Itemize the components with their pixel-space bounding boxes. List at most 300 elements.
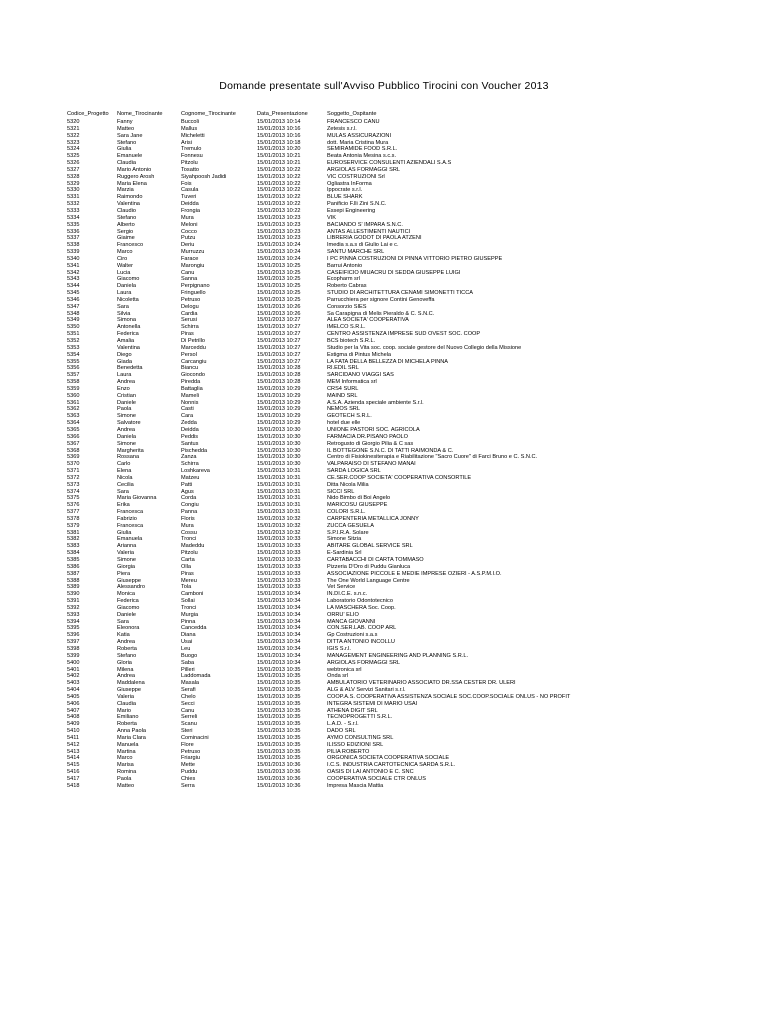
cell-nome: Stefano [117, 652, 137, 659]
cell-codice-progetto: 5355 [67, 358, 80, 365]
table-row [67, 304, 757, 311]
cell-nome: Marisa [117, 762, 134, 769]
cell-nome: Piera [117, 570, 131, 577]
cell-codice-progetto: 5405 [67, 693, 80, 700]
cell-data: 15/01/2013 10:36 [257, 762, 301, 769]
cell-codice-progetto: 5331 [67, 194, 80, 201]
cell-codice-progetto: 5398 [67, 645, 80, 652]
cell-nome: Nicoletta [117, 296, 139, 303]
cell-soggetto: ALG & ALV Servizi Sanitari s.r.l. [327, 687, 406, 694]
cell-data: 15/01/2013 10:34 [257, 604, 301, 611]
cell-nome: Martina [117, 748, 136, 755]
table-row [67, 270, 757, 277]
cell-cognome: Tosatto [181, 166, 200, 173]
cell-data: 15/01/2013 10:35 [257, 714, 301, 721]
cell-cognome: Pitzolu [181, 550, 198, 557]
cell-codice-progetto: 5379 [67, 522, 80, 529]
cell-nome: Francesca [117, 509, 144, 516]
cell-soggetto: Centro di Fisiokinesiterapia e Riabilitazione "Sacro Cuore" di Farci Bruno e C. S.N.C. [327, 454, 538, 461]
cell-codice-progetto: 5395 [67, 625, 80, 632]
cell-data: 15/01/2013 10:35 [257, 700, 301, 707]
cell-codice-progetto: 5382 [67, 536, 80, 543]
cell-soggetto: COLORI S.R.L. [327, 509, 366, 516]
cell-data: 15/01/2013 10:30 [257, 440, 301, 447]
cell-cognome: Serusi [181, 317, 197, 324]
cell-nome: Daniela [117, 433, 136, 440]
cell-data: 15/01/2013 10:36 [257, 776, 301, 782]
cell-codice-progetto: 5418 [67, 782, 80, 789]
table-row [67, 413, 757, 420]
table-row [67, 146, 757, 153]
cell-data: 15/01/2013 10:35 [257, 741, 301, 748]
cell-nome: Diego [117, 351, 132, 358]
table-row [67, 263, 757, 270]
cell-cognome: Masala [181, 680, 200, 687]
table-row [67, 550, 757, 557]
cell-data: 15/01/2013 10:18 [257, 139, 301, 146]
table-row [67, 386, 757, 393]
cell-soggetto: COOPERATIVA SOCIALE CTR ONLUS [327, 776, 426, 782]
cell-soggetto: ARGIOLAS FORMAGGI SRL [327, 659, 401, 666]
cell-cognome: Laddomada [181, 673, 211, 680]
cell-soggetto: MEM Informatica srl [327, 379, 377, 386]
cell-cognome: Floris [181, 515, 195, 522]
cell-codice-progetto: 5349 [67, 317, 80, 324]
table-row [67, 215, 757, 222]
cell-codice-progetto: 5328 [67, 173, 80, 180]
cell-codice-progetto: 5341 [67, 262, 80, 269]
cell-nome: Paola [117, 406, 132, 413]
cell-data: 15/01/2013 10:30 [257, 454, 301, 461]
cell-nome: Maria Elena [117, 180, 147, 187]
cell-codice-progetto: 5352 [67, 338, 80, 344]
cell-codice-progetto: 5350 [67, 324, 80, 331]
cell-cognome: Loshkareva [181, 468, 210, 475]
cell-codice-progetto: 5336 [67, 228, 80, 235]
table-row [67, 495, 757, 502]
cell-nome: Simone [117, 413, 136, 420]
cell-codice-progetto: 5410 [67, 728, 80, 735]
cell-soggetto: Essepi Engineering [327, 207, 376, 214]
cell-nome: Matteo [117, 125, 135, 132]
cell-soggetto: MAIND SRL [327, 392, 358, 399]
cell-codice-progetto: 5323 [67, 139, 80, 146]
cell-data: 15/01/2013 10:34 [257, 639, 301, 646]
cell-codice-progetto: 5365 [67, 426, 80, 433]
cell-cognome: Mette [181, 762, 195, 769]
cell-cognome: Murgia [181, 611, 199, 618]
cell-nome: Giulia [117, 146, 132, 153]
cell-cognome: Pilleri [181, 666, 195, 673]
cell-nome: Monica [117, 591, 136, 598]
cell-nome: Valeria [117, 550, 134, 557]
cell-data: 15/01/2013 10:33 [257, 543, 301, 550]
cell-nome: Fanny [117, 119, 133, 125]
cell-soggetto: E-Sardinia Srl [327, 550, 362, 557]
cell-cognome: Mura [181, 522, 194, 529]
table-row [67, 194, 757, 201]
cell-cognome: Siyahpoosh Jadidi [181, 173, 227, 180]
cell-soggetto: hotel due elle [327, 420, 361, 427]
table-row [67, 578, 757, 585]
table-row [67, 742, 757, 749]
cell-cognome: Nonnis [181, 399, 199, 406]
table-row [67, 489, 757, 496]
cell-codice-progetto: 5401 [67, 666, 80, 673]
cell-data: 15/01/2013 10:30 [257, 433, 301, 440]
cell-cognome: Matzeu [181, 474, 200, 481]
table-row [67, 735, 757, 742]
table-row [67, 523, 757, 530]
cell-cognome: Mameli [181, 392, 200, 399]
cell-nome: Daniele [117, 611, 136, 618]
table-row [67, 372, 757, 379]
cell-data: 15/01/2013 10:23 [257, 235, 301, 242]
cell-data: 15/01/2013 10:27 [257, 344, 301, 351]
cell-data: 15/01/2013 10:27 [257, 324, 301, 331]
cell-data: 15/01/2013 10:16 [257, 132, 301, 139]
cell-nome: Francesco [117, 242, 144, 249]
cell-soggetto: IL BOTTEGONE S.N.C. DI TATTI RAIMONDA & C. [327, 447, 454, 454]
cell-cognome: Fringuello [181, 290, 206, 297]
cell-data: 15/01/2013 10:25 [257, 283, 301, 290]
cell-codice-progetto: 5320 [67, 119, 80, 125]
cell-soggetto: Sa Carapigna di Melis Pieraldo & C. S.N.C. [327, 310, 435, 317]
cell-cognome: Persol [181, 351, 197, 358]
cell-data: 15/01/2013 10:35 [257, 734, 301, 741]
table-row [67, 619, 757, 626]
cell-nome: Giuseppe [117, 687, 141, 694]
cell-codice-progetto: 5385 [67, 557, 80, 563]
cell-cognome: Buogo [181, 652, 198, 659]
cell-cognome: Canu [181, 707, 195, 714]
cell-cognome: Carta [181, 557, 195, 563]
cell-nome: Salvatore [117, 420, 141, 427]
cell-codice-progetto: 5383 [67, 543, 80, 550]
cell-data: 15/01/2013 10:29 [257, 420, 301, 427]
cell-nome: Milena [117, 666, 134, 673]
cell-codice-progetto: 5403 [67, 680, 80, 687]
cell-soggetto: OASIS DI LAI ANTONIO E C. SNC [327, 769, 414, 776]
cell-codice-progetto: 5324 [67, 146, 80, 153]
cell-codice-progetto: 5406 [67, 700, 80, 707]
cell-data: 15/01/2013 10:14 [257, 119, 301, 125]
cell-nome: Sergio [117, 228, 134, 235]
table-row [67, 557, 757, 564]
column-header-soggetto: Soggetto_Ospitante [327, 111, 377, 117]
cell-codice-progetto: 5327 [67, 166, 80, 173]
table-row [67, 769, 757, 776]
cell-soggetto: ZUCCA GESUELA [327, 522, 374, 529]
cell-cognome: Steri [181, 728, 193, 735]
cell-soggetto: VIK [327, 214, 337, 221]
cell-codice-progetto: 5326 [67, 160, 80, 167]
cell-codice-progetto: 5345 [67, 290, 80, 297]
cell-codice-progetto: 5354 [67, 351, 80, 358]
cell-cognome: Cocco [181, 228, 197, 235]
cell-codice-progetto: 5322 [67, 132, 80, 139]
cell-cognome: Buccoli [181, 119, 200, 125]
cell-codice-progetto: 5338 [67, 242, 80, 249]
cell-nome: Emanuele [117, 153, 143, 160]
cell-data: 15/01/2013 10:34 [257, 618, 301, 625]
cell-codice-progetto: 5412 [67, 741, 80, 748]
cell-codice-progetto: 5414 [67, 755, 80, 762]
cell-codice-progetto: 5335 [67, 221, 80, 228]
cell-cognome: Leu [181, 645, 191, 652]
cell-nome: Roberta [117, 721, 137, 728]
cell-cognome: Panna [181, 509, 198, 516]
table-row [67, 297, 757, 304]
cell-data: 15/01/2013 10:31 [257, 509, 301, 516]
table-row [67, 468, 757, 475]
table-row [67, 365, 757, 372]
cell-data: 15/01/2013 10:28 [257, 365, 301, 372]
cell-data: 15/01/2013 10:25 [257, 296, 301, 303]
table-row [67, 612, 757, 619]
cell-data: 15/01/2013 10:33 [257, 577, 301, 584]
cell-data: 15/01/2013 10:26 [257, 303, 301, 310]
cell-nome: Paola [117, 776, 132, 782]
cell-data: 15/01/2013 10:32 [257, 515, 301, 522]
cell-cognome: Perpignano [181, 283, 210, 290]
cell-codice-progetto: 5369 [67, 454, 80, 461]
cell-cognome: Piredda [181, 379, 201, 386]
cell-codice-progetto: 5368 [67, 447, 80, 454]
cell-soggetto: ANTAS ALLESTIMENTI NAUTICI [327, 228, 411, 235]
cell-codice-progetto: 5381 [67, 529, 80, 536]
cell-cognome: Fois [181, 180, 192, 187]
cell-cognome: Congiu [181, 502, 199, 509]
cell-nome: Eleonora [117, 625, 140, 632]
cell-nome: Gloria [117, 659, 132, 666]
cell-codice-progetto: 5346 [67, 296, 80, 303]
table-row [67, 591, 757, 598]
cell-data: 15/01/2013 10:33 [257, 570, 301, 577]
cell-nome: Emiliano [117, 714, 139, 721]
cell-nome: Andrea [117, 379, 136, 386]
cell-codice-progetto: 5332 [67, 201, 80, 208]
cell-cognome: Di Petrillo [181, 338, 205, 344]
cell-nome: Elena [117, 468, 132, 475]
table-row [67, 571, 757, 578]
cell-soggetto: CE.SER.COOP SOCIETA' COOPERATIVA CONSORTILE [327, 474, 472, 481]
cell-nome: Mario Antonio [117, 166, 152, 173]
cell-nome: Carlo [117, 461, 131, 468]
column-header-data: Data_Presentazione [257, 111, 308, 117]
cell-cognome: Mallus [181, 125, 198, 132]
cell-cognome: Giocondo [181, 372, 205, 379]
cell-codice-progetto: 5402 [67, 673, 80, 680]
cell-data: 15/01/2013 10:35 [257, 687, 301, 694]
cell-nome: Valentina [117, 344, 140, 351]
cell-soggetto: ARGIOLAS FORMAGGI SRL [327, 166, 401, 173]
cell-soggetto: ALEA SOCIETA' COOPERATIVA [327, 317, 409, 324]
cell-codice-progetto: 5415 [67, 762, 80, 769]
cell-data: 15/01/2013 10:24 [257, 249, 301, 256]
cell-soggetto: Ditta Nicola Milia [327, 481, 369, 488]
cell-soggetto: Retrogusto di Giorgio Pilia & C sas [327, 440, 414, 447]
cell-cognome: Marongiu [181, 262, 205, 269]
table-row [67, 632, 757, 639]
cell-data: 15/01/2013 10:33 [257, 563, 301, 570]
cell-nome: Sara [117, 488, 129, 495]
cell-codice-progetto: 5416 [67, 769, 80, 776]
cell-data: 15/01/2013 10:34 [257, 645, 301, 652]
cell-nome: Alessandro [117, 584, 145, 591]
cell-soggetto: dott. Maria Cristina Mura [327, 139, 389, 146]
cell-soggetto: SANTU MARCHE SRL [327, 249, 385, 256]
table-row [67, 126, 757, 133]
cell-soggetto: Zetesis s.r.l. [327, 125, 357, 132]
cell-nome: Enzo [117, 385, 130, 392]
table-row [67, 680, 757, 687]
cell-codice-progetto: 5371 [67, 468, 80, 475]
cell-soggetto: Gp Costruzioni s.a.s [327, 632, 378, 639]
table-row [67, 167, 757, 174]
cell-cognome: Canu [181, 269, 195, 276]
cell-nome: Lucia [117, 269, 131, 276]
cell-codice-progetto: 5374 [67, 488, 80, 495]
cell-nome: Stefano [117, 139, 137, 146]
cell-cognome: Chelo [181, 693, 196, 700]
cell-data: 15/01/2013 10:24 [257, 242, 301, 249]
cell-codice-progetto: 5347 [67, 303, 80, 310]
cell-nome: Valeria [117, 693, 134, 700]
table-row [67, 461, 757, 468]
table-row [67, 475, 757, 482]
cell-nome: Manuela [117, 741, 139, 748]
table-row [67, 153, 757, 160]
cell-data: 15/01/2013 10:34 [257, 632, 301, 639]
cell-nome: Ciro [117, 255, 128, 262]
cell-nome: Roberta [117, 645, 137, 652]
table-row [67, 687, 757, 694]
cell-data: 15/01/2013 10:23 [257, 228, 301, 235]
cell-nome: Romina [117, 769, 137, 776]
cell-codice-progetto: 5358 [67, 379, 80, 386]
cell-soggetto: I PC PINNA COSTRUZIONI DI PINNA VITTORIO PIETRO GIUSEPPE [327, 255, 503, 262]
cell-codice-progetto: 5389 [67, 584, 80, 591]
cell-data: 15/01/2013 10:22 [257, 166, 301, 173]
table-row [67, 564, 757, 571]
cell-data: 15/01/2013 10:25 [257, 269, 301, 276]
cell-soggetto: Beata Antonia Mesina s.c.s. [327, 153, 397, 160]
cell-codice-progetto: 5404 [67, 687, 80, 694]
table-row [67, 222, 757, 229]
cell-soggetto: S.P.I.R.A. Solare [327, 529, 369, 536]
table-row [67, 448, 757, 455]
cell-data: 15/01/2013 10:29 [257, 399, 301, 406]
cell-soggetto: ATHENA DIGIT SRL [327, 707, 378, 714]
cell-data: 15/01/2013 10:35 [257, 680, 301, 687]
cell-codice-progetto: 5375 [67, 495, 80, 502]
cell-nome: Katia [117, 632, 130, 639]
cell-data: 15/01/2013 10:27 [257, 338, 301, 344]
cell-nome: Raimondo [117, 194, 143, 201]
cell-cognome: Pitzolu [181, 160, 198, 167]
cell-codice-progetto: 5387 [67, 570, 80, 577]
cell-soggetto: ABITARE GLOBAL SERVICE SRL [327, 543, 413, 550]
cell-cognome: Sollai [181, 598, 195, 605]
cell-cognome: Mura [181, 214, 194, 221]
cell-codice-progetto: 5334 [67, 214, 80, 221]
cell-nome: Silvia [117, 310, 131, 317]
cell-codice-progetto: 5377 [67, 509, 80, 516]
cell-soggetto: I.C.S. INDUSTRIA CARTOTECNICA SARDA S.R.L. [327, 762, 456, 769]
cell-cognome: Saba [181, 659, 195, 666]
table-row [67, 393, 757, 400]
table-row [67, 694, 757, 701]
cell-cognome: Deidda [181, 426, 199, 433]
cell-cognome: Chies [181, 776, 196, 782]
cell-nome: Maria Clara [117, 734, 146, 741]
table-row [67, 359, 757, 366]
table-row [67, 140, 757, 147]
cell-nome: Alberto [117, 221, 135, 228]
cell-cognome: Tronci [181, 536, 197, 543]
cell-cognome: Cara [181, 413, 194, 420]
cell-soggetto: CARPENTERIA METALLICA JONNY [327, 515, 419, 522]
cell-cognome: Schirra [181, 461, 199, 468]
cell-nome: Andrea [117, 639, 136, 646]
cell-data: 15/01/2013 10:31 [257, 468, 301, 475]
cell-data: 15/01/2013 10:29 [257, 392, 301, 399]
table-row [67, 201, 757, 208]
cell-nome: Francesca [117, 522, 144, 529]
cell-data: 15/01/2013 10:34 [257, 611, 301, 618]
table-row [67, 762, 757, 769]
cell-soggetto: CON.SER.LAB. COOP ARL [327, 625, 397, 632]
cell-codice-progetto: 5362 [67, 406, 80, 413]
cell-nome: Simona [117, 317, 136, 324]
cell-codice-progetto: 5413 [67, 748, 80, 755]
cell-cognome: Tola [181, 584, 192, 591]
cell-nome: Andrea [117, 673, 136, 680]
cell-nome: Maddalena [117, 680, 145, 687]
cell-codice-progetto: 5409 [67, 721, 80, 728]
cell-nome: Benedetta [117, 365, 143, 372]
cell-data: 15/01/2013 10:36 [257, 782, 301, 789]
cell-nome: Marco [117, 755, 133, 762]
cell-soggetto: IGIS S.r.l. [327, 645, 351, 652]
cell-data: 15/01/2013 10:33 [257, 584, 301, 591]
cell-soggetto: Studio per la Vita soc. coop. sociale gestore del Nuovo Collegio della Missione [327, 344, 522, 351]
table-row [67, 502, 757, 509]
cell-soggetto: Pizzeria D'Oro di Puddu Gianluca [327, 563, 411, 570]
cell-soggetto: Impresa Mascia Mattia [327, 782, 384, 789]
cell-codice-progetto: 5407 [67, 707, 80, 714]
table-row [67, 256, 757, 263]
table-row [67, 441, 757, 448]
cell-cognome: Pinna [181, 618, 196, 625]
cell-cognome: Scanu [181, 721, 197, 728]
cell-codice-progetto: 5366 [67, 433, 80, 440]
cell-codice-progetto: 5399 [67, 652, 80, 659]
cell-nome: Daniela [117, 283, 136, 290]
cell-codice-progetto: 5386 [67, 563, 80, 570]
cell-cognome: Fonnesu [181, 153, 203, 160]
cell-soggetto: The One World Language Centre [327, 577, 410, 584]
cell-cognome: Farace [181, 255, 199, 262]
cell-codice-progetto: 5342 [67, 269, 80, 276]
cell-soggetto: CENTRO ASSISTENZA IMPRESE SUD OVEST SOC. COOP [327, 331, 481, 338]
cell-cognome: Sanna [181, 276, 198, 283]
cell-soggetto: STUDIO DI ARCHITETTURA CENAMI SIMONETTI TICCA [327, 290, 473, 297]
cell-cognome: Cancedda [181, 625, 207, 632]
cell-cognome: Carcangiu [181, 358, 207, 365]
cell-soggetto: UNIONE PASTORI SOC. AGRICOLA [327, 426, 420, 433]
